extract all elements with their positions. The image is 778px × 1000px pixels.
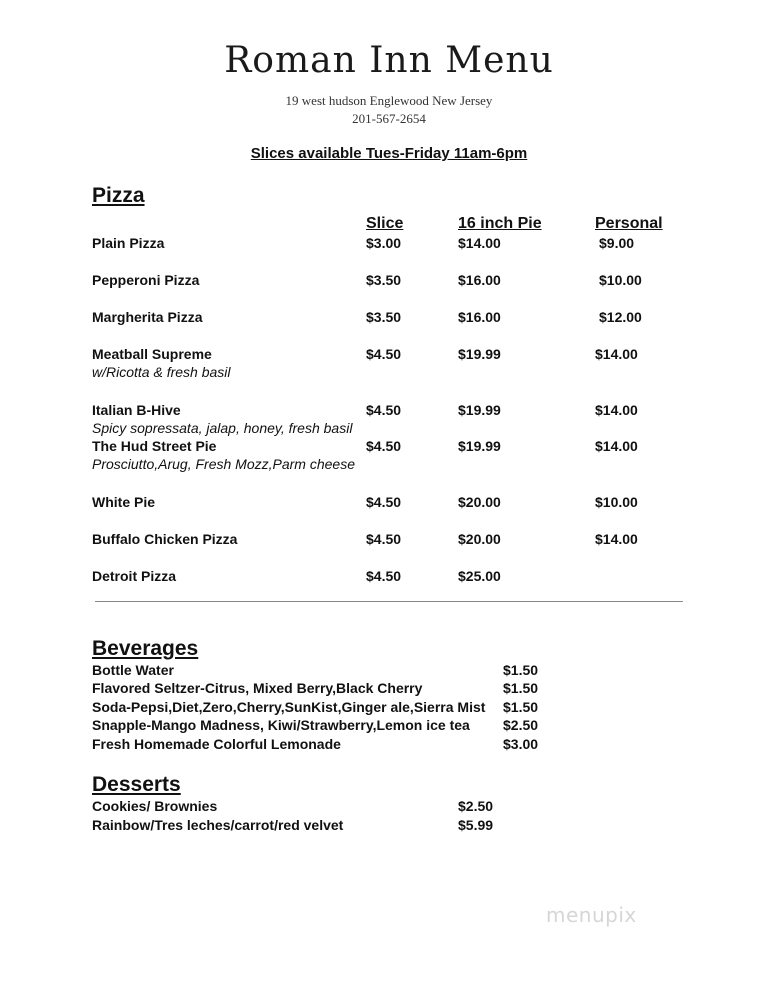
pie-price: $20.00 — [458, 531, 501, 547]
pie-price: $19.99 — [458, 402, 501, 418]
item-price: $1.50 — [503, 699, 539, 715]
beverage-item — [0, 736, 778, 754]
pie-price: $14.00 — [458, 235, 501, 251]
restaurant-phone: 201-567-2654 — [352, 111, 426, 126]
dessert-item — [0, 798, 778, 816]
item-name: Pepperoni Pizza — [92, 272, 200, 288]
item-name: White Pie — [92, 494, 156, 510]
item-name: The Hud Street Pie — [92, 438, 217, 454]
pizza-item — [0, 272, 778, 312]
pie-column-header: 16 inch Pie — [458, 215, 542, 232]
item-name: Bottle Water — [92, 662, 174, 678]
pizza-item — [0, 402, 778, 442]
pizza-item — [0, 568, 778, 608]
personal-column-header: Personal — [595, 215, 663, 232]
item-description: Prosciutto,Arug, Fresh Mozz,Parm cheese — [92, 456, 355, 472]
item-name: Fresh Homemade Colorful Lemonade — [92, 736, 341, 752]
personal-price: $14.00 — [595, 438, 638, 454]
pizza-item — [0, 438, 778, 478]
beverages-heading: Beverages — [92, 637, 199, 660]
slice-price: $3.50 — [366, 309, 402, 325]
item-name: Cookies/ Brownies — [92, 798, 218, 814]
item-price: $2.50 — [503, 717, 539, 733]
pie-price: $20.00 — [458, 494, 501, 510]
pizza-item — [0, 309, 778, 349]
personal-price: $10.00 — [595, 494, 638, 510]
personal-price: $10.00 — [599, 272, 642, 288]
menu-title: Roman Inn Menu — [224, 40, 554, 81]
item-description: w/Ricotta & fresh basil — [92, 364, 231, 380]
pizza-heading: Pizza — [92, 184, 145, 207]
pie-price: $16.00 — [458, 272, 501, 288]
pizza-item — [0, 346, 778, 386]
slice-price: $4.50 — [366, 531, 402, 547]
beverage-item — [0, 680, 778, 698]
item-price: $5.99 — [458, 817, 494, 833]
item-price: $1.50 — [503, 662, 539, 678]
item-name: Flavored Seltzer-Citrus, Mixed Berry,Black Cherry — [92, 680, 423, 696]
item-name: Buffalo Chicken Pizza — [92, 531, 238, 547]
item-name: Meatball Supreme — [92, 346, 212, 362]
pie-price: $25.00 — [458, 568, 501, 584]
item-name: Rainbow/Tres leches/carrot/red velvet — [92, 817, 344, 833]
personal-price: $14.00 — [595, 531, 638, 547]
personal-price: $14.00 — [595, 346, 638, 362]
slice-column-header: Slice — [366, 215, 404, 232]
personal-price: $12.00 — [599, 309, 642, 325]
item-name: Plain Pizza — [92, 235, 165, 251]
slices-availability-note: Slices available Tues-Friday 11am-6pm — [250, 145, 528, 162]
personal-price: $9.00 — [599, 235, 635, 251]
item-price: $3.00 — [503, 736, 539, 752]
item-price: $1.50 — [503, 680, 539, 696]
slice-price: $4.50 — [366, 568, 402, 584]
item-name: Soda-Pepsi,Diet,Zero,Cherry,SunKist,Ginger ale,Sierra Mist — [92, 699, 486, 715]
slice-price: $3.00 — [366, 235, 402, 251]
dessert-item — [0, 817, 778, 835]
item-name: Detroit Pizza — [92, 568, 177, 584]
pizza-item — [0, 494, 778, 534]
item-name: Italian B-Hive — [92, 402, 181, 418]
item-price: $2.50 — [458, 798, 494, 814]
beverage-item — [0, 717, 778, 735]
pie-price: $16.00 — [458, 309, 501, 325]
slice-price: $4.50 — [366, 494, 402, 510]
restaurant-address: 19 west hudson Englewood New Jersey — [285, 93, 493, 108]
slice-price: $4.50 — [366, 346, 402, 362]
beverage-item — [0, 699, 778, 717]
slice-price: $3.50 — [366, 272, 402, 288]
pie-price: $19.99 — [458, 346, 501, 362]
item-name: Margherita Pizza — [92, 309, 203, 325]
slice-price: $4.50 — [366, 402, 402, 418]
beverage-item — [0, 662, 778, 680]
slice-price: $4.50 — [366, 438, 402, 454]
item-name: Snapple-Mango Madness, Kiwi/Strawberry,Lemon ice tea — [92, 717, 470, 733]
pizza-item — [0, 235, 778, 275]
item-description: Spicy sopressata, jalap, honey, fresh basil — [92, 420, 353, 436]
menupix-watermark: menupix — [546, 903, 637, 927]
personal-price: $14.00 — [595, 402, 638, 418]
pizza-item — [0, 531, 778, 571]
pie-price: $19.99 — [458, 438, 501, 454]
desserts-heading: Desserts — [92, 773, 181, 796]
section-divider — [95, 601, 683, 602]
